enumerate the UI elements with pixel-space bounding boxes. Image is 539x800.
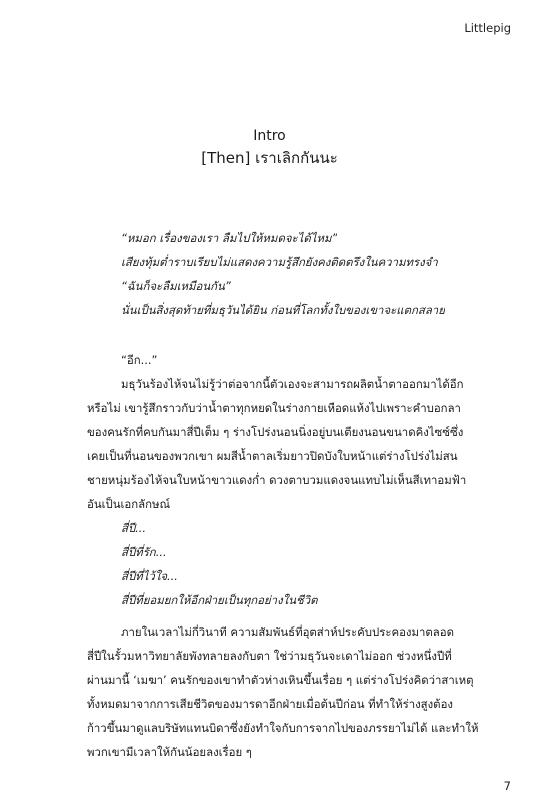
chapter-subtitle: [Then] เราเลิกกันนะ: [201, 149, 338, 167]
paragraph-line: สี่ปีในรั้วมหาวิทยาลัยพังทลายลงกับตา ใช่ว่ามธุวันจะเดาไม่ออก ช่วงหนึ่งปีที่: [87, 649, 452, 663]
paragraph-line: ภายในเวลาไม่กี่วินาที ความสัมพันธ์ที่อุตส่าห์ประคับประคองมาตลอด: [121, 625, 454, 639]
title-block: [0, 125, 539, 170]
page-number: 7: [503, 779, 511, 793]
paragraph-line: ทั้งหมดมาจากการเสียชีวิตของมารดาอีกฝ่ายเมื่อต้นปีก่อน ที่ทำให้ร่างสูงต้อง: [87, 697, 453, 711]
italic-line: สี่ปีที่ยอมยกให้อีกฝ่ายเป็นทุกอย่างในชีวิต: [121, 593, 318, 607]
epigraph-line: นั่นเป็นสิ่งสุดท้ายที่มธุวันได้ยิน ก่อนที่โลกทั้งใบของเขาจะแตกสลาย: [121, 303, 445, 317]
paragraph-line: พวกเขามีเวลาให้กันน้อยลงเรื่อย ๆ: [87, 745, 252, 759]
quote-line: “อีก...”: [121, 353, 158, 367]
epigraph-line: “ฉันก็จะลืมเหมือนกัน”: [121, 279, 231, 293]
paragraph-line: ผ่านมานี้ ‘เมฆา’ คนรักของเขาทำตัวห่างเหินขึ้นเรื่อย ๆ แต่ร่างโปร่งคิดว่าสาเหตุ: [87, 673, 474, 687]
italic-line: สี่ปี...: [121, 521, 147, 535]
paragraph-line: เคยเป็นที่นอนของพวกเขา ผมสีน้ำตาลเริ่มยาวปิดบังใบหน้าแต่ร่างโปร่งไม่สน: [87, 449, 458, 463]
paragraph-line: อันเป็นเอกลักษณ์: [87, 497, 171, 511]
paragraph-line: ชายหนุ่มร้องไห้จนใบหน้าขาวแดงก่ำ ดวงตาบวมแดงจนแทบไม่เห็นสีเทาอมฟ้า: [87, 473, 467, 487]
paragraph-line: หรือไม่ เขารู้สึกราวกับว่าน้ำตาทุกหยดในร่างกายเหือดแห้งไปเพราะคำบอกลา: [87, 401, 461, 415]
paragraph-line: ก้าวขึ้นมาดูแลบริษัทแทนบิดาซึ่งยังทำใจกับการจากไปของภรรยาไม่ได้ และทำให้: [87, 721, 479, 735]
epigraph-line: “หมอก เรื่องของเรา ลืมไปให้หมดจะได้ไหม”: [121, 231, 338, 245]
epigraph-line: เสียงทุ้มต่ำราบเรียบไม่แสดงความรู้สึกยังคงติดตรึงในความทรงจำ: [121, 255, 438, 269]
chapter-title: Intro: [253, 128, 286, 144]
italic-line: สี่ปีที่ไว้ใจ...: [121, 569, 178, 583]
running-header: Littlepig: [464, 21, 511, 35]
paragraph-line: มธุวันร้องไห้จนไม่รู้ว่าต่อจากนี้ตัวเองจะสามารถผลิตน้ำตาออกมาได้อีก: [121, 377, 464, 391]
italic-line: สี่ปีที่รัก...: [121, 545, 167, 559]
paragraph-line: ของคนรักที่คบกันมาสี่ปีเต็ม ๆ ร่างโปร่งนอนนิ่งอยู่บนเตียงนอนขนาดคิงไซซ์ซึ่ง: [87, 425, 464, 439]
